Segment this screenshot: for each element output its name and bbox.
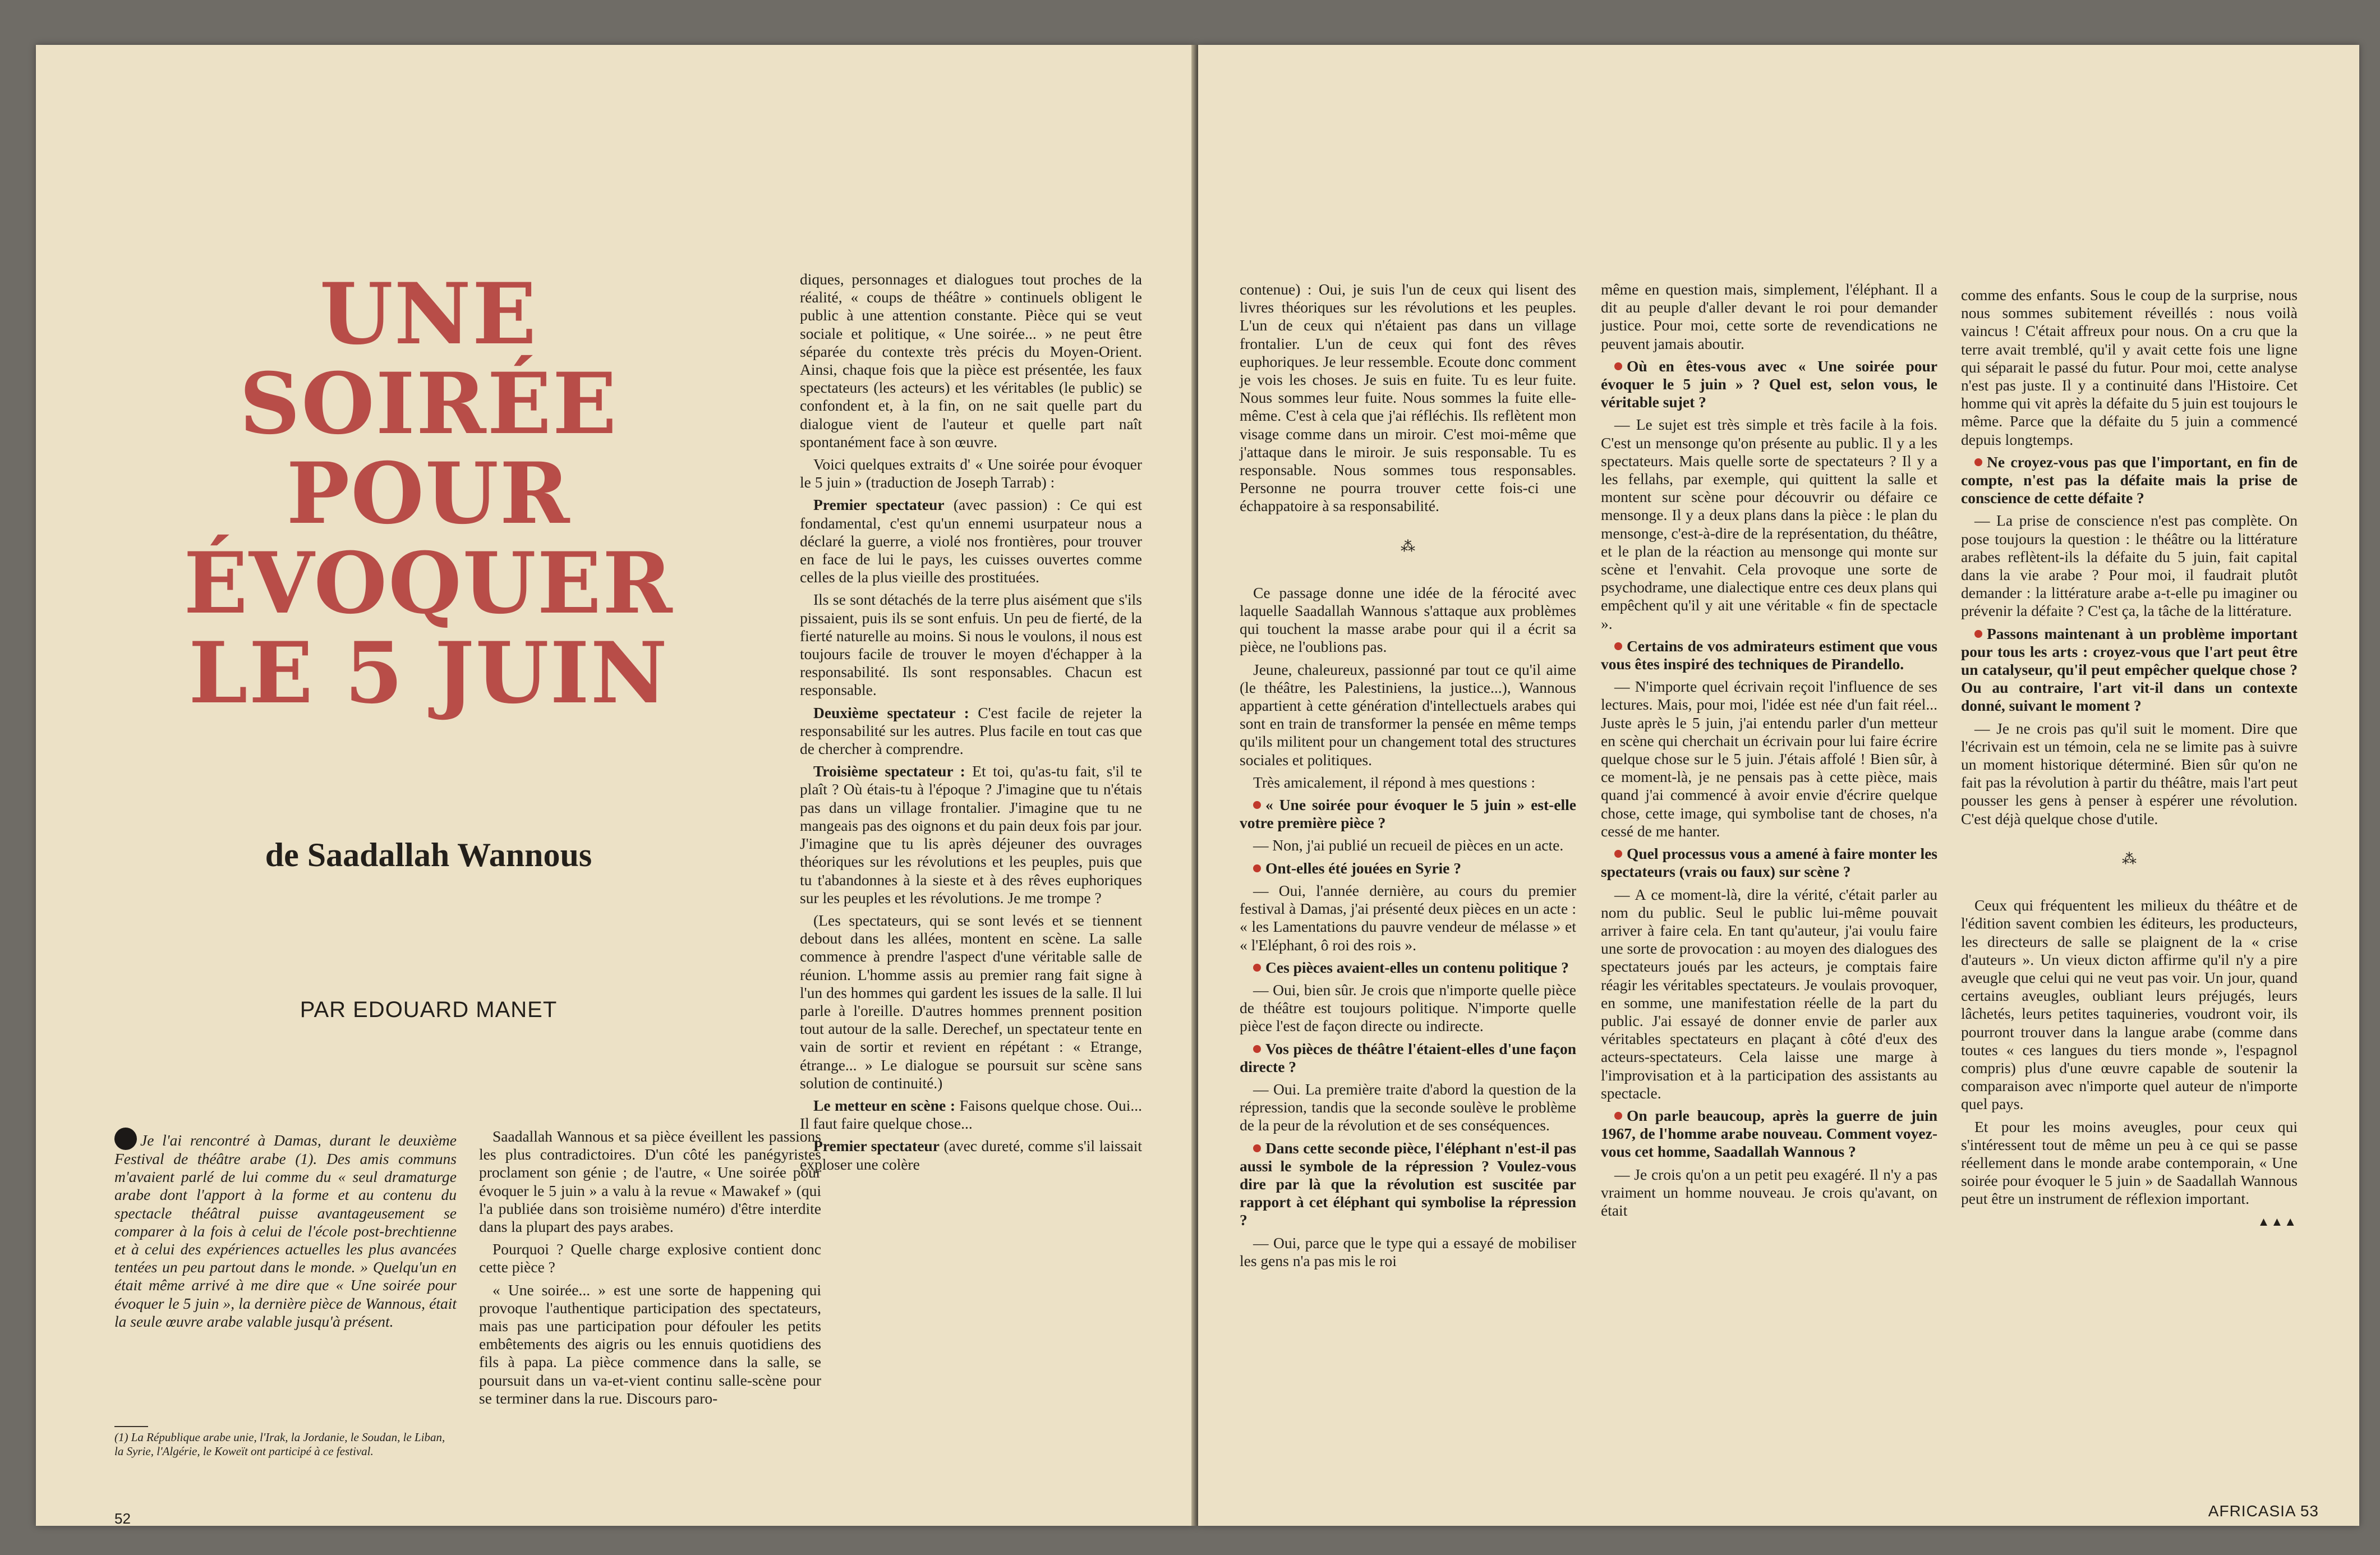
paragraph: [800, 1137, 1142, 1173]
paragraph-text: Faisons quelque chose. Oui... Il faut faire quelque chose...: [800, 1096, 1142, 1133]
article-byline: PAR EDOUARD MANET: [300, 997, 558, 1022]
paragraph: [800, 591, 1142, 699]
left-column-2: [479, 1128, 821, 1412]
speaker-name: Premier spectateur: [813, 1137, 940, 1155]
left-column-3: [800, 270, 1142, 1178]
bullet-icon: [1614, 850, 1622, 858]
title-line: ÉVOQUER: [183, 534, 674, 633]
paragraph-text: (avec dureté, comme s'il laissait exploser une colère: [800, 1137, 1142, 1173]
paragraph: [1240, 280, 1576, 516]
interview-question: [1601, 845, 1937, 881]
paragraph: [1601, 886, 1937, 1102]
section-divider: ⁂: [2122, 850, 2137, 867]
paragraph-text: Ce passage donne une idée de la férocité avec laquelle Saadallah Wannous s'attaque aux problèmes qui touchent la masse arabe pour qui il a écrit sa pièce, ne l'oublions pas.: [1240, 583, 1576, 656]
paragraph-text: — La prise de conscience n'est pas complète. On pose toujours la question : le théâtre ou la littérature arabes reflètent-ils la défaite du 5 juin, fait capital dans la vie arabe ? Pour moi, il faudrait plutôt demander : la littérature arabe a-t-elle pu imaginer ou prévenir la défaite ? C'est ça, la tâche de la littérature.: [1961, 512, 2298, 620]
speaker-name: Deuxième spectateur :: [813, 703, 969, 721]
paragraph: [1240, 584, 1576, 656]
right-column-1: [1240, 280, 1576, 1275]
question-text: Dans cette seconde pièce, l'éléphant n'est-il pas aussi le symbole de la répression ? Voulez-vous dire par là que la révolution est suscitée par rapport à cet éléphant qui symbolise la répression ?: [1240, 1139, 1576, 1229]
bullet-icon: [1253, 801, 1261, 809]
paragraph-text: Et pour les moins aveugles, pour ceux qui s'intéressent tout de même un peu à ce qui se passe réellement dans le monde arabe contemporain, « Une soirée pour évoquer le 5 juin » de Saadallah Wannous peut être un instrument de réflexion important.: [1961, 1117, 2298, 1208]
question-text: « Une soirée pour évoquer le 5 juin » est-elle votre première pièce ?: [1240, 796, 1576, 832]
magazine-name: AFRICASIA: [2208, 1502, 2296, 1520]
paragraph-text: — Oui, parce que le type qui a essayé de mobiliser les gens n'a pas mis le roi: [1240, 1234, 1576, 1269]
paragraph: [1601, 678, 1937, 840]
paragraph: « Une soirée... » est une sorte de happening qui provoque l'authentique participation des spectateurs, mais pas une participation pour défouler les petits embêtements des aigris ou les ennuis quotidiens des fils à papa. La pièce commence dans la salle, se poursuit dans un va-et-vient continu salle-scène pour se terminer dans la rue. Discours paro-: [479, 1281, 821, 1407]
paragraph: [1601, 416, 1937, 632]
paragraph: [1961, 896, 2298, 1113]
paragraph-text: — Oui, bien sûr. Je crois que n'importe quelle pièce de théâtre est toujours politique. N'importe quelle pièce l'est de façon directe ou indirecte.: [1240, 981, 1576, 1035]
paragraph-text: — Le sujet est très simple et très facile à la fois. C'est un mensonge qu'on présente au public. Il y a les spectateurs. Mais quelle sorte de spectateurs ? Il y a les fellahs, par exemple, qui quittent la salle et montent sur scène pour découvrir ou défaire ce mensonge. Il y a deux plans dans la pièce : le plan du mensonge, c'est-à-dire de la représentation, du théâtre, et le plan de la réaction au mensonge qui monte sur scène et l'envahit. Cela provoque une sorte de psychodrame, une dialectique entre ces deux plans qui empêchent qu'il y ait une véritable « fin de spectacle ».: [1601, 416, 1937, 632]
section-divider: ⁂: [1401, 538, 1415, 555]
paragraph: [800, 1097, 1142, 1133]
paragraph-text: Et toi, qu'as-tu fait, s'il te plaît ? Où étais-tu à l'époque ? J'imagine que tu n'étais pas dans un village frontalier. J'imagine que tu ne mangeais pas des oignons et du pain deux fois par jour. J'imagine que tu lis après déjeuner des ouvrages théoriques sur les révolutions et les peuples, puis que tu t'abandonnes à la sieste et à des rêves euphoriques sur les peuples et les révolutions. Je me trompe ?: [800, 762, 1143, 907]
page-number: 52: [114, 1510, 131, 1526]
intro-paragraph: Je l'ai rencontré à Damas, durant le deuxième Festival de théâtre arabe (1). Des amis communs m'avaient parlé de lui comme du « seul dramaturge arabe dont l'apport à la forme et au contenu du spectacle théâtral puisse avantageusement se comparer à la fois à celui de l'école post-brechtienne et à celui des expériences actuelles les plus avancées tentées un peu partout dans le monde. » Quelqu'un en était même arrivé à me dire que « Une soirée pour évoquer le 5 juin », la dernière pièce de Wannous, était la seule œuvre arabe valable jusqu'à présent.: [114, 1128, 457, 1331]
interview-question: [1240, 859, 1576, 877]
speaker-name: Troisième spectateur :: [813, 762, 965, 780]
page-number: 53: [2300, 1502, 2319, 1520]
paragraph: [1240, 981, 1576, 1036]
paragraph: [1240, 882, 1576, 954]
paragraph-text: Très amicalement, il répond à mes questions :: [1253, 773, 1536, 791]
title-line: SOIRÉE: [239, 355, 618, 453]
bullet-icon: [1253, 1045, 1261, 1053]
question-text: Quel processus vous a amené à faire monter les spectateurs (vrais ou faux) sur scène ?: [1601, 845, 1937, 881]
article-title: [148, 265, 709, 723]
paragraph-text: C'est facile de rejeter la responsabilité sur les autres. Plus facile en tout cas que de chercher à comprendre.: [800, 703, 1142, 758]
bullet-icon: [1974, 630, 1982, 638]
bullet-icon: [1614, 1112, 1622, 1120]
interview-question: [1601, 637, 1937, 673]
paragraph-text: Ils se sont détachés de la terre plus aisément que s'ils pissaient, puis ils se sont enfuis. Un peu de fierté, de la fierté naturelle au moins. Si nous le voulons, il nous est toujours facile de trouver le moyen d'échapper à la responsabilité. Ils sont responsables. Chacun est responsable.: [800, 591, 1142, 699]
paragraph: [800, 762, 1142, 907]
paragraph-text: — Non, j'ai publié un recueil de pièces en un acte.: [1253, 836, 1564, 854]
paragraph: [1961, 720, 2298, 828]
paragraph: [1240, 1234, 1576, 1270]
question-text: Passons maintenant à un problème important pour tous les arts : croyez-vous que l'art peut être un catalyseur, qu'il peut empêcher quelque chose ? Ou au contraire, l'art vit-il dans un contexte donné, suivant le moment ?: [1961, 624, 2298, 715]
paragraph-text: comme des enfants. Sous le coup de la surprise, nous nous sommes subitement réveillés : nous voilà vaincus ! C'était affreux pour nous. On a cru que la terre avait tremblé, qu'il y avait cette fois une ligne qui séparait le passé du futur. Pour moi, cette analyse n'est pas juste. Il y a continuité dans l'Histoire. Cet homme qui vit après la défaite du 5 juin est toujours le même. Parce que la défaite du 5 juin a commencé depuis longtemps.: [1961, 286, 2298, 448]
paragraph-text: même en question mais, simplement, l'éléphant. Il a dit au peuple d'aller devant le roi pour demander justice. Pour moi, cette sorte de revendications ne peuvent jamais aboutir.: [1601, 280, 1937, 352]
paragraph-text: Ceux qui fréquentent les milieux du théâtre et de l'édition savent combien les éditeurs, les producteurs, les directeurs de salle se plaignent de la « crise d'auteurs ». Un vieux dicton affirme qu'il n'y a pire aveugle que celui qui ne veut pas voir. Un jour, quand certains aveugles, oubliant leurs préjugés, leurs lâchetés, leurs petites taquineries, voudront voir, ils pourront trouver dans la langue arabe (comme dans toutes « ces langues du tiers monde », l'espagnol compris) plus d'une œuvre capable de soutenir la comparaison avec n'importe quel auteur de n'importe quel pays.: [1961, 896, 2298, 1113]
paragraph: Pourquoi ? Quelle charge explosive contient donc cette pièce ?: [479, 1240, 821, 1276]
paragraph-text: — N'importe quel écrivain reçoit l'influence de ses lectures. Mais, pour moi, l'idée est née d'un fait réel... Juste après le 5 juin, j'ai entendu parler d'un metteur en scène qui cherchait un écrivain pour lui faire écrire quelque chose sur le 5 juin. J'étais affolé ! Bien sûr, à ce moment-là, je ne pensais pas à cette pièce, mais quand j'ai commencé à avoir envie d'écrire quelque chose, cette image, qui symbolise tant de choses, n'a cessé de me hanter.: [1601, 678, 1937, 840]
question-text: Vos pièces de théâtre l'étaient-elles d'une façon directe ?: [1240, 1039, 1576, 1075]
paragraph-text: Jeune, chaleureux, passionné par tout ce qu'il aime (le théâtre, les Palestiniens, la justice...), Wannous appartient à cette génération d'intellectuels arabes qui sont en train de transformer la pensée en même temps qu'ils militent pour un changement total des structures sociales et politiques.: [1240, 660, 1576, 769]
bullet-icon: [1253, 964, 1261, 972]
paragraph: [800, 704, 1142, 758]
question-text: Où en êtes-vous avec « Une soirée pour évoquer le 5 juin » ? Quel est, selon vous, le véritable sujet ?: [1601, 357, 1937, 411]
speaker-name: Premier spectateur: [813, 496, 945, 514]
bullet-icon: [1974, 458, 1982, 466]
paragraph-text: contenue) : Oui, je suis l'un de ceux qui lisent des livres théoriques sur les révolutions et les peuples. L'un de ceux qui n'étaient pas dans un village frontalier. L'un de ceux qui font des rêves euphoriques. Je leur ressemble. Ecoute donc comment je vois les choses. Je suis en fuite. Tu es leur fuite. Nous sommes leur fuite. Nous sommes la fuite elle-même. C'est à cela que j'ai réfléchis. Ils reflètent mon visage comme dans un miroir. C'est moi-même que j'attaque dans le miroir. Je suis responsable. Tu es responsable. Nous sommes tous responsables. Personne ne pourra trouver cette fois-ci une échappatoire à sa responsabilité.: [1240, 280, 1576, 515]
paragraph-text: (Les spectateurs, qui se sont levés et se tiennent debout dans les allées, montent en scène. La salle commence à prendre l'aspect d'une véritable salle de réunion. L'homme assis au premier rang fait signe à l'un des hommes qui gardent les issues de la salle. Il lui parle à l'oreille. D'autres hommes prennent position tout autour de la salle. Derechef, un spectateur tente en vain de sortir et revient en répétant : « Etrange, étrange... » Le dialogue se poursuit sur scène sans solution de continuité.): [800, 911, 1142, 1092]
paragraph: [800, 496, 1142, 586]
paragraph: [1961, 1118, 2298, 1208]
interview-question: [1961, 453, 2298, 508]
interview-question: [1601, 1107, 1937, 1161]
interview-question: [1240, 959, 1576, 977]
paragraph: [800, 270, 1142, 451]
bullet-icon: [1253, 864, 1261, 872]
interview-question: [1240, 1040, 1576, 1076]
paragraph: [1961, 512, 2298, 620]
paragraph: [1240, 661, 1576, 769]
paragraph: [1601, 1166, 1937, 1220]
end-mark: ▲▲▲: [2257, 1214, 2298, 1229]
paragraph: [1961, 286, 2298, 449]
paragraph: [1240, 1080, 1576, 1135]
right-page: [1198, 45, 2359, 1526]
paragraph: [800, 912, 1142, 1092]
paragraph: [1601, 280, 1937, 353]
paragraph-text: — Oui. La première traite d'abord la question de la répression, tandis que la seconde soulève le problème de la peur de la révolution et de ses conséquences.: [1240, 1080, 1576, 1134]
bullet-dropcap-icon: [114, 1128, 137, 1150]
paragraph-text: — A ce moment-là, dire la vérité, c'était parler au nom du public. Seul le public lui-même pouvait arriver à faire cela. En tant qu'auteur, j'ai voulu faire une sorte de provocation : au moyen des dialogues des spectateurs joués par les acteurs, je comptais faire réagir les véritables spectateurs. Je voulais provoquer, en somme, une manifestation réelle de la part du public. J'ai essayé de donner envie de parler aux véritables spectateurs en plaçant à côté d'eux des acteurs-spectateurs. Cela laisse une marge à l'improvisation et à la participation des assistants au spectacle.: [1601, 885, 1937, 1102]
footer: [2208, 1502, 2319, 1520]
question-text: Ces pièces avaient-elles un contenu politique ?: [1265, 958, 1569, 976]
question-text: Ont-elles été jouées en Syrie ?: [1265, 859, 1462, 877]
interview-question: [1601, 357, 1937, 412]
right-column-3: [1961, 286, 2298, 1235]
footnote: (1) La République arabe unie, l'Irak, la Jordanie, le Soudan, le Liban, la Syrie, l'Algérie, le Koweït ont participé à ce festival.: [114, 1430, 445, 1458]
speaker-name: Le metteur en scène :: [813, 1096, 955, 1114]
intro-column: [114, 1128, 457, 1335]
title-line: POUR: [286, 444, 571, 543]
paragraph-text: (avec passion) : Ce qui est fondamental, c'est qu'un ennemi usurpateur nous a déclaré la guerre, a violé nos frontières, pour trouver en face de lui le pays, les cuisses ouvertes comme celles de la plus vieille des prostituées.: [800, 496, 1143, 586]
paragraph-text: — Je ne crois pas qu'il suit le moment. Dire que l'écrivain est un témoin, cela ne se limite pas à suivre un moment historique déterminé. Bien sûr qu'on ne fait pas la révolution à partir du théâtre, mais l'art peut pousser les gens à penser à espérer une révolution. C'est déjà quelque chose d'utile.: [1961, 719, 2298, 827]
interview-question: [1961, 625, 2298, 715]
left-page: [36, 45, 1195, 1526]
right-column-2: [1601, 280, 1937, 1224]
paragraph-text: diques, personnages et dialogues tout proches de la réalité, « coups de théâtre » continuels obligent le public à une attention constante. Pièce qui se veut sociale et politique, « Une soirée... » ne peut être séparée du contexte très précis du Moyen-Orient. Ainsi, chaque fois que la pièce est présentée, les faux spectateurs (les acteurs) et les véritables (le public) se confondent et, à la fin, on ne sait quelle part du dialogue vient de l'auteur et quelle part naît spontanément face à son œuvre.: [800, 270, 1142, 450]
article-author: de Saadallah Wannous: [265, 836, 592, 873]
interview-question: [1240, 1139, 1576, 1230]
title-line: UNE: [319, 265, 538, 364]
question-text: Certains de vos admirateurs estiment que vous vous êtes inspiré des techniques de Pirandello.: [1601, 637, 1937, 673]
paragraph: Saadallah Wannous et sa pièce éveillent les passions les plus contradictoires. D'un côté les panégyristes proclament son génie ; de l'autre, « Une soirée pour évoquer le 5 juin » a valu à la revue « Mawakef » (qui l'a publiée dans son troisième numéro) d'être interdite dans la plupart des pays arabes.: [479, 1128, 821, 1236]
paragraph-text: — Oui, l'année dernière, au cours du premier festival à Damas, j'ai présenté deux pièces en un acte : « les Lamentations du pauvre vendeur de mélasse » et « l'Eléphant, ô roi des rois ».: [1240, 881, 1576, 954]
paragraph: [1240, 836, 1576, 854]
paragraph-text: Voici quelques extraits d' « Une soirée pour évoquer le 5 juin » (traduction de Joseph Tarrab) :: [800, 456, 1142, 491]
title-line: LE 5 JUIN: [188, 624, 669, 723]
bullet-icon: [1614, 362, 1622, 370]
paragraph-text: — Je crois qu'on a un petit peu exagéré. Il n'y a pas vraiment un homme nouveau. Je crois qu'avant, on était: [1601, 1165, 1937, 1219]
question-text: On parle beaucoup, après la guerre de juin 1967, de l'homme arabe nouveau. Comment voyez-vous cet homme, Saadallah Wannous ?: [1601, 1106, 1937, 1161]
paragraph: [800, 456, 1142, 491]
bullet-icon: [1253, 1144, 1261, 1152]
footnote-rule: [114, 1426, 148, 1427]
interview-question: [1240, 796, 1576, 832]
bullet-icon: [1614, 642, 1622, 650]
question-text: Ne croyez-vous pas que l'important, en fin de compte, n'est pas la défaite mais la prise de conscience de cette défaite ?: [1961, 453, 2298, 507]
paragraph: [1240, 774, 1576, 792]
